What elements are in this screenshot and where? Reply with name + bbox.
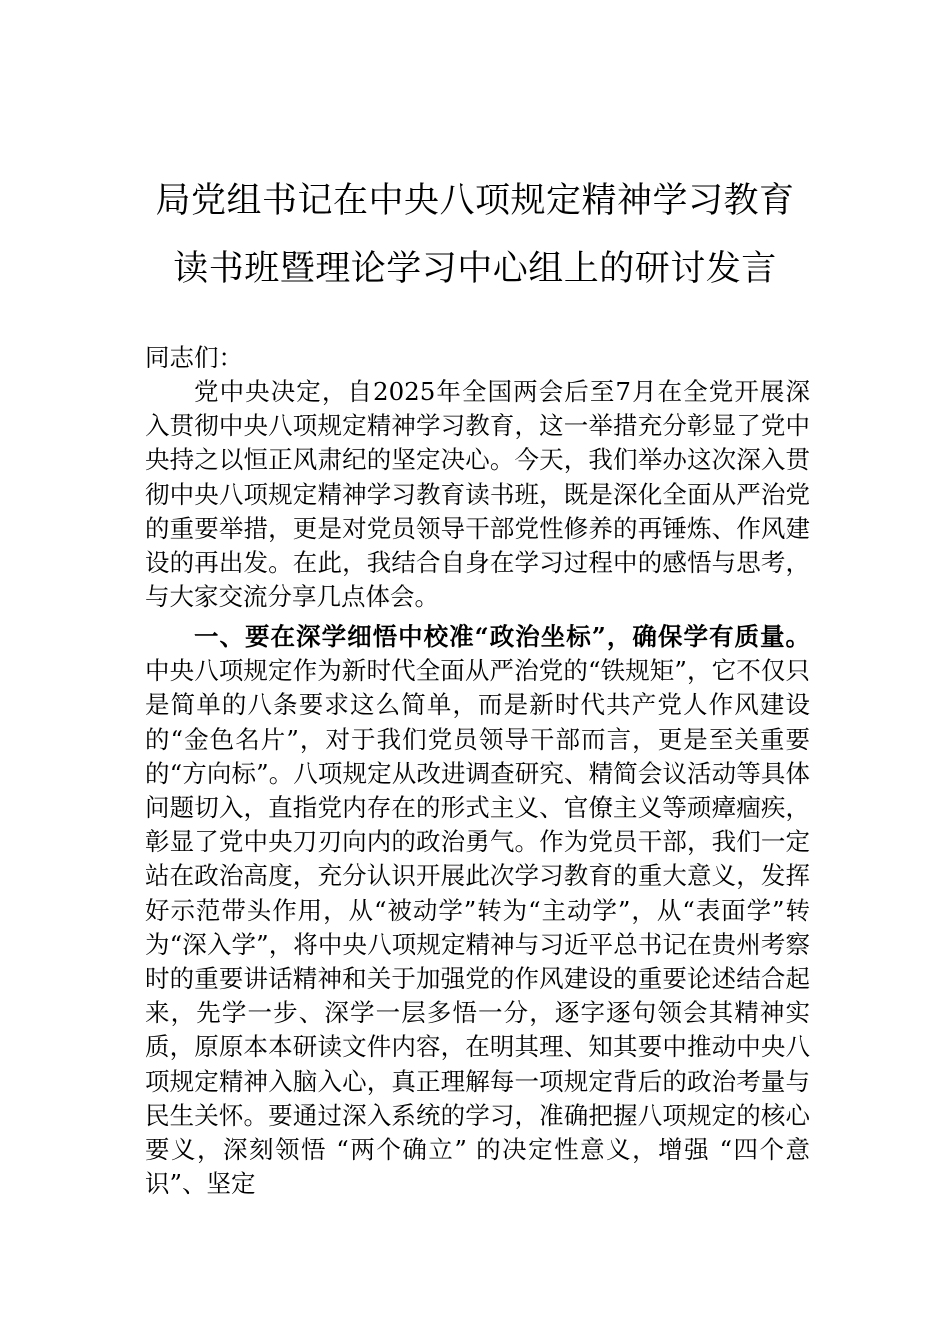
paragraph-intro: 党中央决定，自2025年全国两会后至7月在全党开展深入贯彻中央八项规定精神学习教育，这一举措充分彰显了党中央持之以恒正风肃纪的坚定决心。今天，我们举办这次深入贯彻中央八项规定精神学习教育读书班，既是深化全面从严治党的重要举措，更是对党员领导干部党性修养的再锤炼、作风建设的再出发。在此，我结合自身在学习过程中的感悟与思考，与大家交流分享几点体会。 bbox=[145, 377, 810, 612]
salutation: 同志们： bbox=[145, 343, 243, 372]
document-title-line-2: 读书班暨理论学习中心组上的研讨发言 bbox=[173, 249, 777, 289]
section-one-heading: 一、要在深学细悟中校准“政治坐标”，确保学有质量。 bbox=[194, 622, 810, 651]
document-title-line-1: 局党组书记在中央八项规定精神学习教育 bbox=[155, 181, 795, 221]
section-one-body: 中央八项规定作为新时代全面从严治党的“铁规矩”，它不仅只是简单的八条要求这么简单，而是新时代共产党人作风建设的“金色名片”，对于我们党员领导干部而言，更是至关重要的“方向标”。八项规定从改进调查研究、精简会议活动等具体问题切入，直指党内存在的形式主义、官僚主义等顽瘴痼疾，彰显了党中央刀刃向内的政治勇气。作为党员干部，我们一定站在政治高度，充分认识开展此次学习教育的重大意义，发挥好示范带头作用，从“被动学”转为“主动学”，从“表面学”转为“深入学”，将中央八项规定精神与习近平总书记在贵州考察时的重要讲话精神和关于加强党的作风建设的重要论述结合起来，先学一步、深学一层多悟一分，逐字逐句领会其精神实质，原原本本研读文件内容，在明其理、知其要中推动中央八项规定精神入脑入心，真正理解每一项规定背后的政治考量与民生关怀。要通过深入系统的学习，准确把握八项规定的核心要义，深刻领悟 “两个确立” 的决定性意义，增强 “四个意识”、坚定 bbox=[145, 656, 810, 1199]
paragraph-section-one bbox=[145, 620, 810, 1201]
